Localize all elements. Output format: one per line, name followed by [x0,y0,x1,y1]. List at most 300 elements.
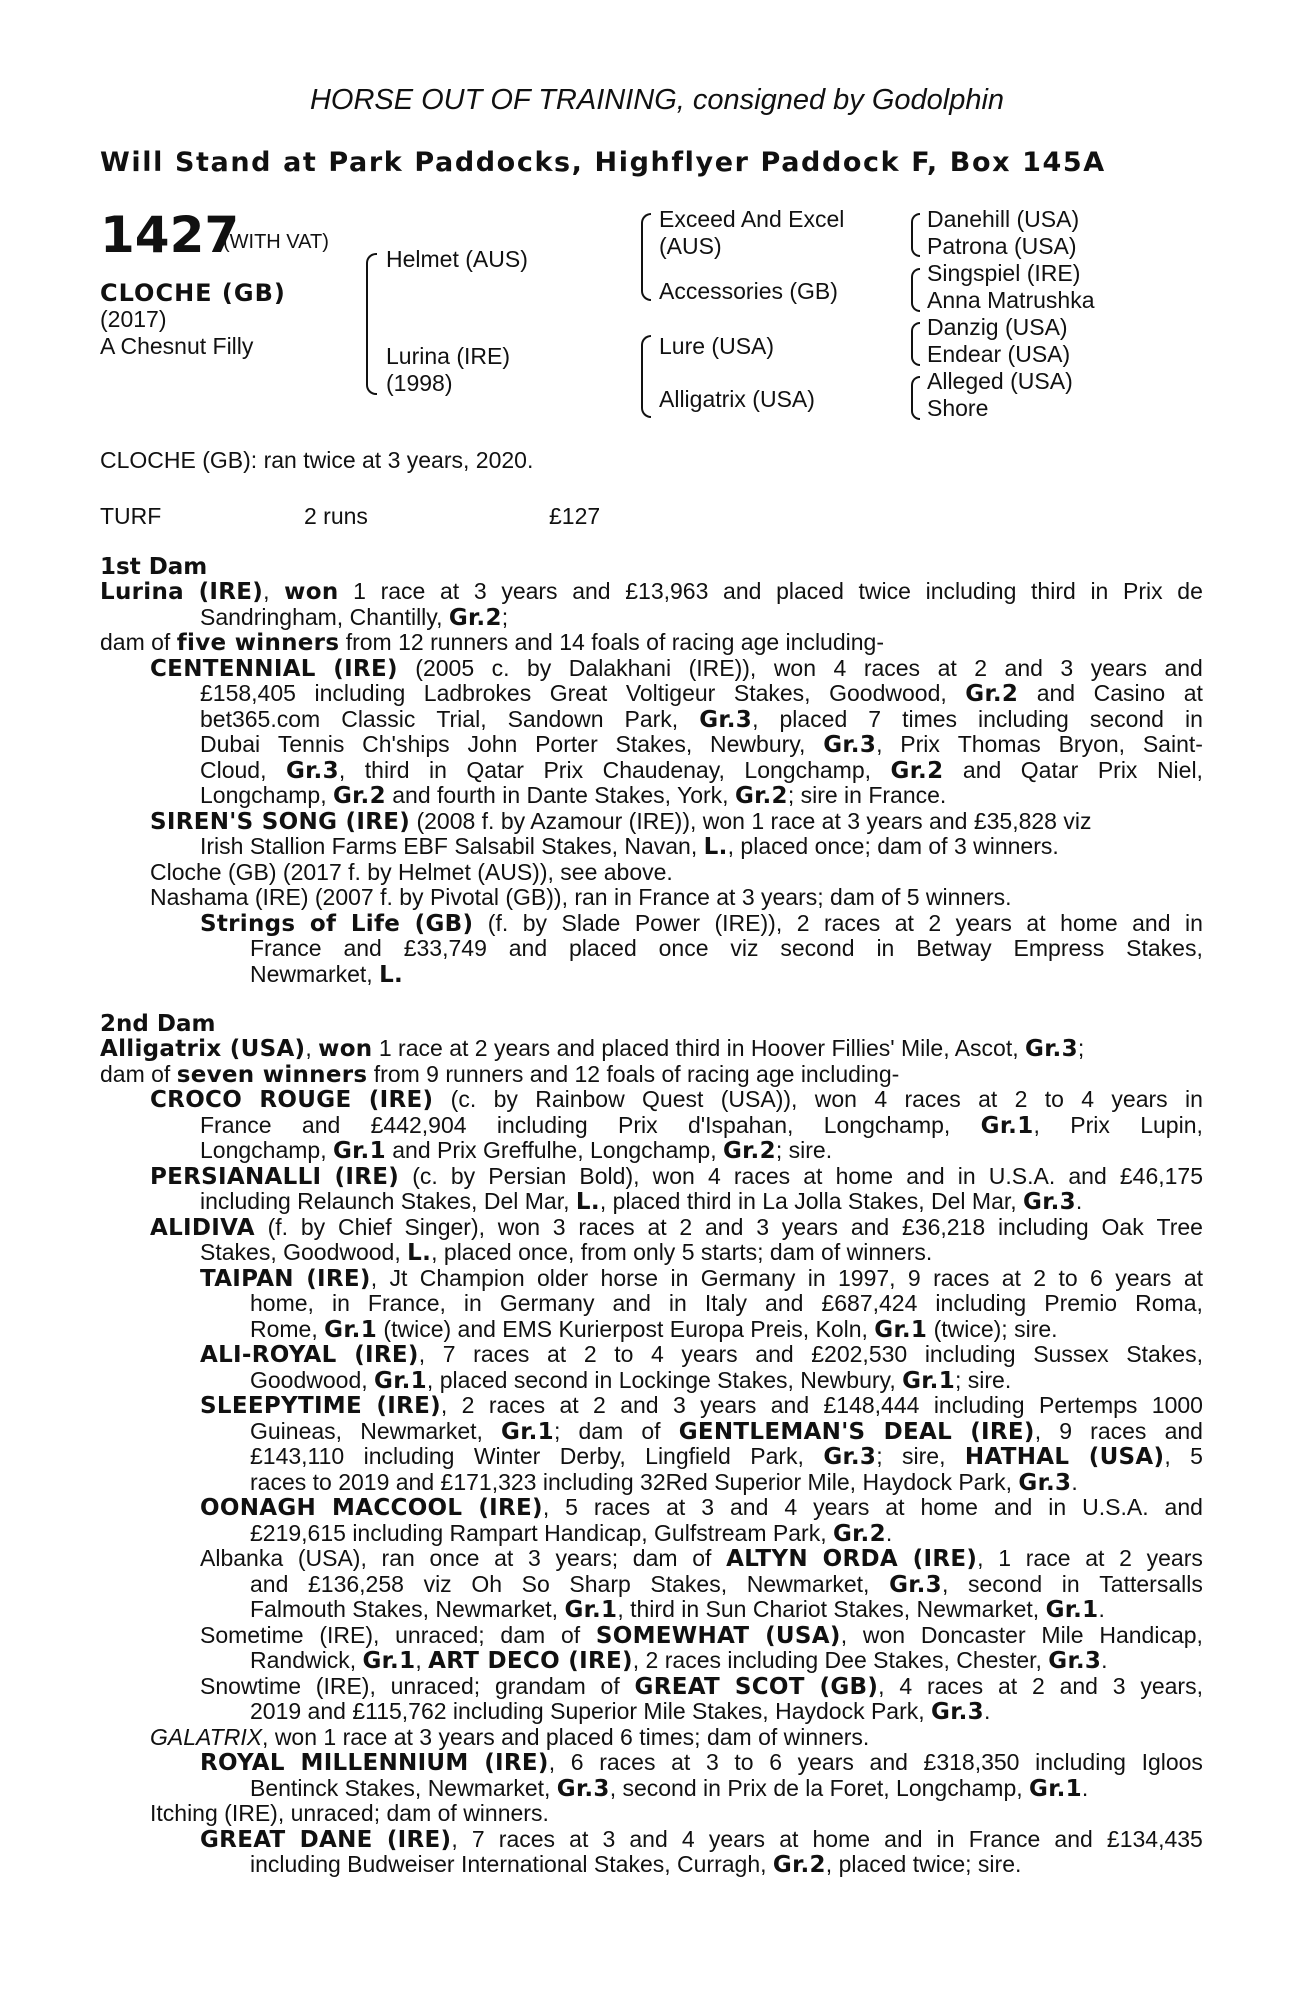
word [488,1164,566,1191]
text-run: sire, [902,1443,946,1469]
text-run: won [814,1086,857,1112]
text-run: of [641,1417,661,1444]
text-run: in [1061,1570,1080,1597]
text-run: £13,963 [625,578,709,604]
word [756,1215,769,1242]
word [306,1266,377,1293]
text-run: Prix [1070,1111,1110,1138]
text-run: home [812,1825,871,1852]
text-run: Champion [419,1264,525,1291]
second-dam-heading: 2nd Dam [100,1011,216,1037]
text-run: viz [730,935,759,961]
text-run: ; [1077,1035,1085,1061]
highlighted-text: seven winners [176,1061,368,1088]
word [200,1342,337,1369]
highlighted-text: DEAL [883,1418,953,1445]
word [734,1750,753,1777]
highlighted-text: Gr.3 [285,757,339,784]
text-run: c. [491,654,510,681]
word [904,1087,960,1114]
word [726,1546,808,1573]
text-run: at [494,1545,514,1571]
word [593,1393,606,1420]
word [1082,1495,1148,1522]
text-run: Premio [1044,1290,1118,1316]
word [834,656,847,683]
text-run: and [765,1290,804,1316]
text-run: at [997,1672,1018,1699]
text-run: , third in Sun Chariot Stakes, Newmarket, [617,1596,1046,1622]
word [1058,1266,1077,1293]
word [924,1750,1020,1777]
word [301,1215,325,1242]
word [641,1419,660,1446]
text-run: in [1048,1494,1067,1520]
text-run: £46,175 [1119,1162,1203,1189]
word [553,1215,566,1242]
text-run: Bentinck Stakes, Newmarket, [250,1774,557,1801]
pedigree-sire: Helmet (AUS) [386,246,528,272]
text-run: Stakes, [1126,935,1203,961]
pedigree-sire-sire: Exceed And Excel [659,206,845,232]
text-run: at [1183,1264,1203,1291]
highlighted-text: CROCO [150,1087,243,1113]
word [150,656,316,683]
text-run: years [501,578,558,604]
word [708,1164,721,1191]
pedigree-text-line [250,1521,892,1548]
word [978,707,1069,734]
word [642,1087,703,1114]
text-run: Prix [1123,578,1163,604]
highlighted-text: Alligatrix (USA) [100,1036,306,1062]
word [471,1572,502,1599]
word [578,1419,623,1446]
word [679,1419,866,1446]
highlighted-text: Life [350,910,401,937]
word [803,1164,822,1191]
word [670,1266,688,1293]
text-run: at [894,909,914,936]
text-run: 4 [784,1494,798,1520]
word [436,707,486,734]
pedigree-text-line [200,1827,1203,1854]
word [998,1215,1089,1242]
word [308,1572,404,1599]
word [1165,1495,1203,1522]
text-run: 3 [672,1392,686,1418]
text-run: Tennis [277,731,345,757]
text-run: , 2 races including Dee Stakes, Chester, [632,1647,1049,1673]
word [884,1419,952,1446]
pedigree-text-line [150,885,1012,911]
text-run: races [933,1264,990,1291]
word [569,1572,630,1599]
pedigree-text-line [200,1546,1203,1573]
text-run: bet365.com [200,705,321,732]
text-run: Sometime [200,1621,304,1648]
text-run: Rainbow [535,1086,625,1112]
word [1037,681,1075,708]
text-run: by [300,1213,326,1240]
text-run: . [1081,1774,1089,1801]
word [404,936,487,962]
text-run: , [941,1570,949,1597]
word [1033,1342,1108,1369]
word [484,1750,555,1777]
text-run: and [705,1213,744,1240]
word [1120,1164,1203,1191]
word [968,1572,1042,1599]
pedigree-text-line [150,860,673,886]
text-run: unraced; [395,1621,485,1648]
text-run: third [1031,578,1076,604]
word [364,1444,455,1471]
word [332,1291,350,1317]
word [821,1291,917,1317]
text-run: Slade [561,909,621,936]
word [965,681,1018,708]
word [601,1674,620,1701]
text-run: by [522,909,548,936]
highlighted-text: (IRE) [334,1163,400,1190]
word [1054,1827,1092,1854]
text-run: grandam [494,1672,586,1699]
highlighted-text: (IRE) [198,579,264,605]
text-run: at [1085,1545,1105,1571]
word [599,1750,655,1777]
text-run: and [1132,909,1171,936]
text-run: race [380,578,426,604]
word [200,732,260,759]
text-run: (c. [450,1086,477,1112]
word [851,1215,889,1242]
text-run: including [925,578,1017,604]
word [319,1623,379,1650]
word [1090,579,1108,606]
text-run: 9 [907,1264,921,1291]
text-run: Park, [624,705,679,732]
text-run: Derby, [559,1443,626,1469]
pedigree-text-line [200,681,1203,708]
word [938,656,957,683]
word [523,911,547,938]
text-run: 4 [707,1162,721,1189]
word [734,1164,790,1191]
word [200,911,295,938]
text-run: in [1185,1086,1203,1112]
word [824,1393,920,1420]
text-run: 1 race at 2 years and placed third in Hoover Fillies' Mile, Ascot, [372,1035,1026,1061]
text-run: third [364,756,410,783]
word [701,1495,714,1522]
word [492,656,510,683]
text-run: , [548,1749,556,1775]
text-run: and [962,756,1002,783]
word [559,1393,578,1420]
text-run: once [429,1545,480,1571]
text-run: Cloud, [200,756,267,783]
word [501,579,557,606]
word [1026,1546,1071,1573]
word [1060,911,1118,938]
word [478,1495,549,1522]
text-run: £687,424 [821,1290,918,1316]
text-run: , [305,1035,319,1061]
text-run: and [869,1749,908,1775]
word [614,1342,633,1369]
word [824,911,880,938]
text-run: (IRE), [319,1621,380,1648]
text-run: Nashama (IRE) (2007 f. by Pivotal (GB)), ran in France at 3 years; dam of 5 winners. [150,884,1012,910]
text-run: Newmarket, [746,1570,870,1597]
text-run: of [560,1621,581,1648]
text-run: Stakes, [650,1570,728,1597]
word [1147,1546,1203,1573]
text-run: to [1058,1264,1078,1291]
word [1035,1750,1126,1777]
pedigree-brace-sire-parents [641,213,651,301]
word [150,1215,255,1242]
text-run: £219,615 including Rampart Handicap, Gulfstream Park, [250,1519,833,1546]
text-run: Casino [1093,680,1166,706]
text-run: years [1111,1086,1168,1112]
word [612,1291,650,1317]
text-run: (USA), [297,1545,367,1571]
highlighted-text: Lurina [100,579,184,605]
text-run: Rome, [250,1315,325,1342]
word [200,1827,286,1854]
word [1185,911,1203,938]
text-run: and [1164,654,1203,681]
text-run: won [862,1621,906,1648]
text-run: 4 [899,1672,913,1699]
highlighted-text: HATHAL [964,1444,1070,1470]
word [673,1393,686,1420]
highlighted-text: won [284,579,339,605]
text-run: years [681,1341,738,1367]
pedigree-text-line [150,809,1091,836]
text-run: France [968,1825,1041,1852]
highlighted-text: CENTENNIAL [150,655,316,682]
pedigree-sire-sire-country: (AUS) [659,233,722,259]
text-run: at [978,1086,998,1112]
word [920,1495,978,1522]
text-run: twice [858,578,911,604]
word [679,1215,692,1242]
text-run: Oh [471,1570,502,1597]
word [561,1623,580,1650]
word [571,1750,584,1777]
word [906,1164,944,1191]
word [343,936,381,962]
word [250,1444,344,1471]
text-run: Classic [341,705,416,732]
text-run: 4 [1081,1086,1095,1112]
word [474,1444,540,1471]
text-run: at [937,654,957,681]
pedigree-text-line [250,1419,1203,1446]
text-run: (USA)), [720,1086,798,1112]
text-run: races [733,1162,791,1189]
pedigree-text-line [200,1674,1203,1701]
word [808,1266,826,1293]
word [629,1827,667,1854]
text-run: U.S.A. [988,1162,1056,1189]
text-run: , [418,1341,426,1367]
word [547,1342,566,1369]
word [1190,1444,1203,1471]
text-run: ; sire. [775,1137,833,1163]
word [1111,1087,1167,1114]
text-run: . [885,1519,893,1546]
word [1126,936,1203,962]
word [278,732,344,759]
word [681,1342,737,1369]
text-run: and [1059,1672,1098,1699]
word [1048,1495,1066,1522]
word [1062,1572,1080,1599]
text-run: Longchamp, [200,782,333,808]
text-run: £143,110 [250,1443,345,1469]
word [250,1419,342,1446]
text-run: and [508,935,548,961]
word [543,758,583,785]
word [1184,1266,1203,1293]
word [569,656,671,683]
word [715,911,783,938]
word [424,1572,452,1599]
highlighted-text: Gr.1 [332,1138,386,1164]
pedigree-dam-dam: Alligatrix (USA) [659,386,815,412]
word [671,1750,690,1777]
race-surface: TURF [100,503,162,529]
word [415,656,474,683]
word [689,656,757,683]
highlighted-text: Strings [200,910,296,937]
text-run: 4 [681,1825,695,1852]
word [1157,758,1203,785]
pedigree-text-line [200,1113,1203,1140]
text-run: 2 [593,1392,606,1418]
word [569,1827,588,1854]
race-record-summary: CLOCHE (GB): ran twice at 3 years, 2020. [100,447,534,473]
text-run: Prix [1097,756,1138,783]
pedigree-sire-dam: Accessories (GB) [659,278,838,304]
text-run: Chaudenay, [602,756,725,783]
text-run: of [692,1545,712,1571]
highlighted-text: (IRE) [368,1087,434,1113]
text-run: in [936,1825,955,1852]
word [316,1674,376,1701]
word [699,707,758,734]
word [527,656,551,683]
text-run: , [263,578,270,604]
highlighted-text: MACCOOL [332,1495,463,1521]
text-run: , [840,1621,848,1648]
word [876,936,894,962]
text-run: Sandringham, Chantilly, [200,603,449,630]
word [755,1342,793,1369]
text-run: d'Ispahan, [687,1111,794,1138]
word [925,1342,1016,1369]
text-run: Ladbrokes [423,680,532,706]
word [1184,681,1203,708]
word [200,1623,304,1650]
text-run: , placed once; dam of 3 winners. [727,833,1059,859]
horse-description: A Chesnut Filly [100,333,254,359]
text-run: (f. [487,909,509,936]
text-run: 2019 and £115,762 including Superior Mile Stakes, Haydock Park, [250,1698,932,1724]
word [958,732,1041,759]
text-run: years [813,1494,870,1520]
word [868,707,881,734]
text-run: older [537,1264,589,1291]
word [286,758,345,785]
highlighted-text: Gr.3 [823,1444,877,1470]
word [956,911,1012,938]
word [864,656,920,683]
word [376,1393,447,1420]
word [1102,1215,1144,1242]
highlighted-text: (IRE) [484,1750,549,1776]
word [250,1572,288,1599]
word [974,656,987,683]
text-run: including [496,1111,588,1138]
word [1099,1623,1203,1650]
word [1039,1393,1137,1420]
word [369,1087,434,1114]
word [1026,911,1045,938]
word [899,1674,912,1701]
text-run: Cloche (GB) (2017 f. by Helmet (AUS)), see above. [150,858,673,885]
word [734,681,811,708]
text-run: times [902,705,958,732]
word [368,1291,446,1317]
word [836,1164,894,1191]
word [1185,1087,1203,1114]
word [560,1444,626,1471]
word [1031,579,1076,606]
text-run: and [629,1825,668,1852]
highlighted-text: L. [703,834,728,860]
highlighted-text: Gr.1 [1045,1597,1099,1623]
text-run: including [935,1290,1027,1316]
pedigree-text-line [200,834,1059,861]
text-run: , [338,756,346,783]
pedigree-g1: Danehill (USA) [927,206,1080,232]
text-run: at [1026,909,1046,936]
text-run: Persian [488,1162,567,1189]
word [981,1113,1040,1140]
text-run: . [1101,1647,1108,1673]
text-run: Doncaster [920,1621,1026,1648]
word [499,1827,555,1854]
text-run: including Relaunch Stakes, Del Mar, [200,1188,576,1214]
word [382,1546,415,1573]
word [811,1342,907,1369]
word [705,1215,743,1242]
horse-year: (2017) [100,306,167,332]
word [1132,911,1170,938]
word [464,1291,482,1317]
word [626,681,716,708]
text-run: , [878,1672,885,1699]
text-run: and [1036,680,1076,706]
word [259,1087,351,1114]
text-run: 4 [651,1341,664,1367]
word [601,1266,659,1293]
